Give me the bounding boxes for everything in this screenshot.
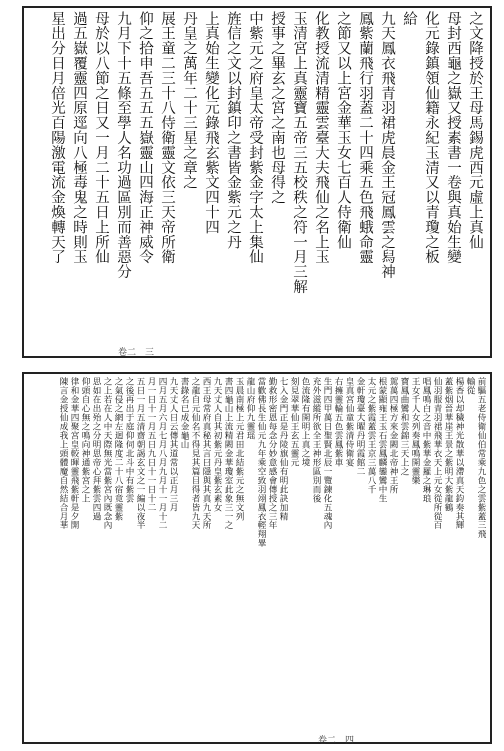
text-column: 九月下十五條至學人名功過區別而善惡分 <box>115 11 131 280</box>
text-column: 勤救形密恩每念分妙意感會傳授之三年 <box>267 377 277 530</box>
text-column: 四月五月六月七月八月九月十一月十二 <box>157 377 167 530</box>
text-column: 月一日十一月五日九日十一日十二 <box>146 377 156 512</box>
text-column: 過五嶽覆靈四原逕向八極毒鬼之時則玉 <box>71 11 87 265</box>
text-column: 中紫元之府皇太帝受封紫金字太上集仙 <box>247 11 263 265</box>
text-column: 蓋紫烟晉華崖王景之紫明大紫龍鶴 <box>443 377 453 512</box>
text-column: 駕萬四極方來金闕北帝神王所 <box>388 377 398 494</box>
text-column: 授事之畢玄之宮之南也母得之 <box>269 11 285 205</box>
text-column: 旌信之文以封鎮印之書皆金紫元之丹 <box>225 11 241 250</box>
text-column: 金軒瓊臺大曜丹明霞館二 <box>355 377 365 476</box>
text-column: 仰之拾申吾五五五嶽靈山四海正神威令 <box>137 11 153 265</box>
top-text-block <box>22 6 492 358</box>
text-column: 書錄名已成金龜山 <box>179 377 189 449</box>
text-column: 西王母常府真秘其言曰隱與其真九天所 <box>201 377 211 530</box>
text-column: 充外滋縱所欲全王神形區別而後 <box>311 377 321 503</box>
text-column: 鳳紫蘭飛行羽蓋二十四乘五色飛蛾命靈 <box>357 11 373 265</box>
text-column: 之氣侵之網左迴隆度二十八宿竟靈紫 <box>113 377 123 521</box>
text-column: 之上若在人中天際無光當紫宮內既念內 <box>102 377 112 530</box>
text-column: 楊香以却穢神光散華以滯真天鈞奏其輝 <box>454 377 464 530</box>
text-column: 玉晨南極上元君田北結紫元之無文列 <box>234 377 244 521</box>
text-column: 母於以八節之日又一月二十五日上所仙 <box>93 11 109 265</box>
text-column: 龍山府仰九靈瑶 <box>245 377 255 440</box>
text-column: 之節又以上宮金華玉女七百人侍衛仙 <box>335 11 351 250</box>
text-column: 根蒙顯雍王玉石雲鳳麟鑾鸞中生 <box>377 377 387 503</box>
text-column: 色流隆有開明上真之境 <box>300 377 310 467</box>
text-column: 仙羽服青羽裙飛華衣天上元女從所從百 <box>432 377 442 530</box>
text-column: 右擁靈輪五色雲鳳紫車 <box>333 377 343 467</box>
text-column: 刻見翠華仙王玄五靈元 <box>289 377 299 467</box>
text-column: 玉清宮上真靈寶五帝三五校秩之符一月三解 <box>291 11 307 295</box>
text-column: 上真始生變化元錄飛玄紫文四十四 <box>203 11 219 235</box>
text-column: 當歡佛長生仙元九年乘空致羽翊鳳衣輕翔畢 <box>256 377 266 548</box>
text-column: 九天丈人自其初紫元丹皇紫玄素女 <box>212 377 222 512</box>
text-column: 思如在出殆之分明思帝心拜紫雲四過 <box>91 377 101 521</box>
text-column: 皇真宮仙童紫清侍衛宴 <box>344 377 354 467</box>
text-column: 之文降授於王母馬錫虎西元虛上真仙 <box>467 11 483 250</box>
text-column: 之後再出于庭仰伺北斗中有紫雲 <box>124 377 134 503</box>
text-column: 之龍自元仙名不得見其篇目得者皆九天 <box>190 377 200 530</box>
text-column: 唱鳳鳴白之音中紫華金羅之琳琅 <box>421 377 431 503</box>
text-column: 太元之紫霞蓋雲王京三萬八千 <box>366 377 376 494</box>
text-column: 展王童二三十八侍衛靈文依三天帝所衛 <box>159 11 175 265</box>
text-column: 母封西龜之嶽又授素書一卷與真始生變 <box>445 11 461 265</box>
text-column: 陳言金授仙成我上頭體魔自然結合月華 <box>58 377 68 530</box>
bottom-folio: 卷二 四 <box>318 736 355 746</box>
text-column: 化教授流清精靈雲臺大夫飛仙之名上玉 <box>313 11 329 265</box>
text-column: 七入金門正是丹陵旗仙有明此訣加精 <box>278 377 288 521</box>
text-column: 九天丈人日云傳其道常以正月三月 <box>168 377 178 512</box>
text-column: 化元錄鎮領仙籍永紀玉清又以青瓊之板 <box>423 11 439 265</box>
text-column: 輸從 <box>465 377 475 395</box>
text-column: 九天鳳衣飛青羽裙虎晨金王冠鳳雲之舄神 <box>379 11 395 280</box>
top-folio: 卷二 三 <box>118 348 155 358</box>
text-column: 星出分日月倍光百陽激電流金煥轉天了 <box>49 11 65 265</box>
text-column: 五日一月五清齋朝謁玄文之一編以夜半 <box>135 377 145 530</box>
text-column: 仰頭自心無之鳴向神通紫宮之上 <box>80 377 90 503</box>
text-column: 丹皇之萬年二十三星之章之 <box>181 11 197 190</box>
bottom-text-block <box>22 372 492 744</box>
text-column: 律和金華四聚宮皇較暉靈飛紫軒是夕開 <box>69 377 79 530</box>
text-column: 書四龜山上流精闕金華瓊室此象三一之 <box>223 377 233 530</box>
text-column: 前驅五老侍衛仙伯常乘九色之雲紫蓋三飛 <box>476 377 486 539</box>
text-column: 王女千人女列奏鳳鳴開靈樂 <box>410 377 420 485</box>
text-column: 生門四甲萬日聖賢北辰一覽鍊化五魂內 <box>322 377 332 530</box>
text-column: 給 <box>401 11 417 26</box>
text-column: 寶鳳曲鸞和雲錦三天上之 <box>399 377 409 476</box>
